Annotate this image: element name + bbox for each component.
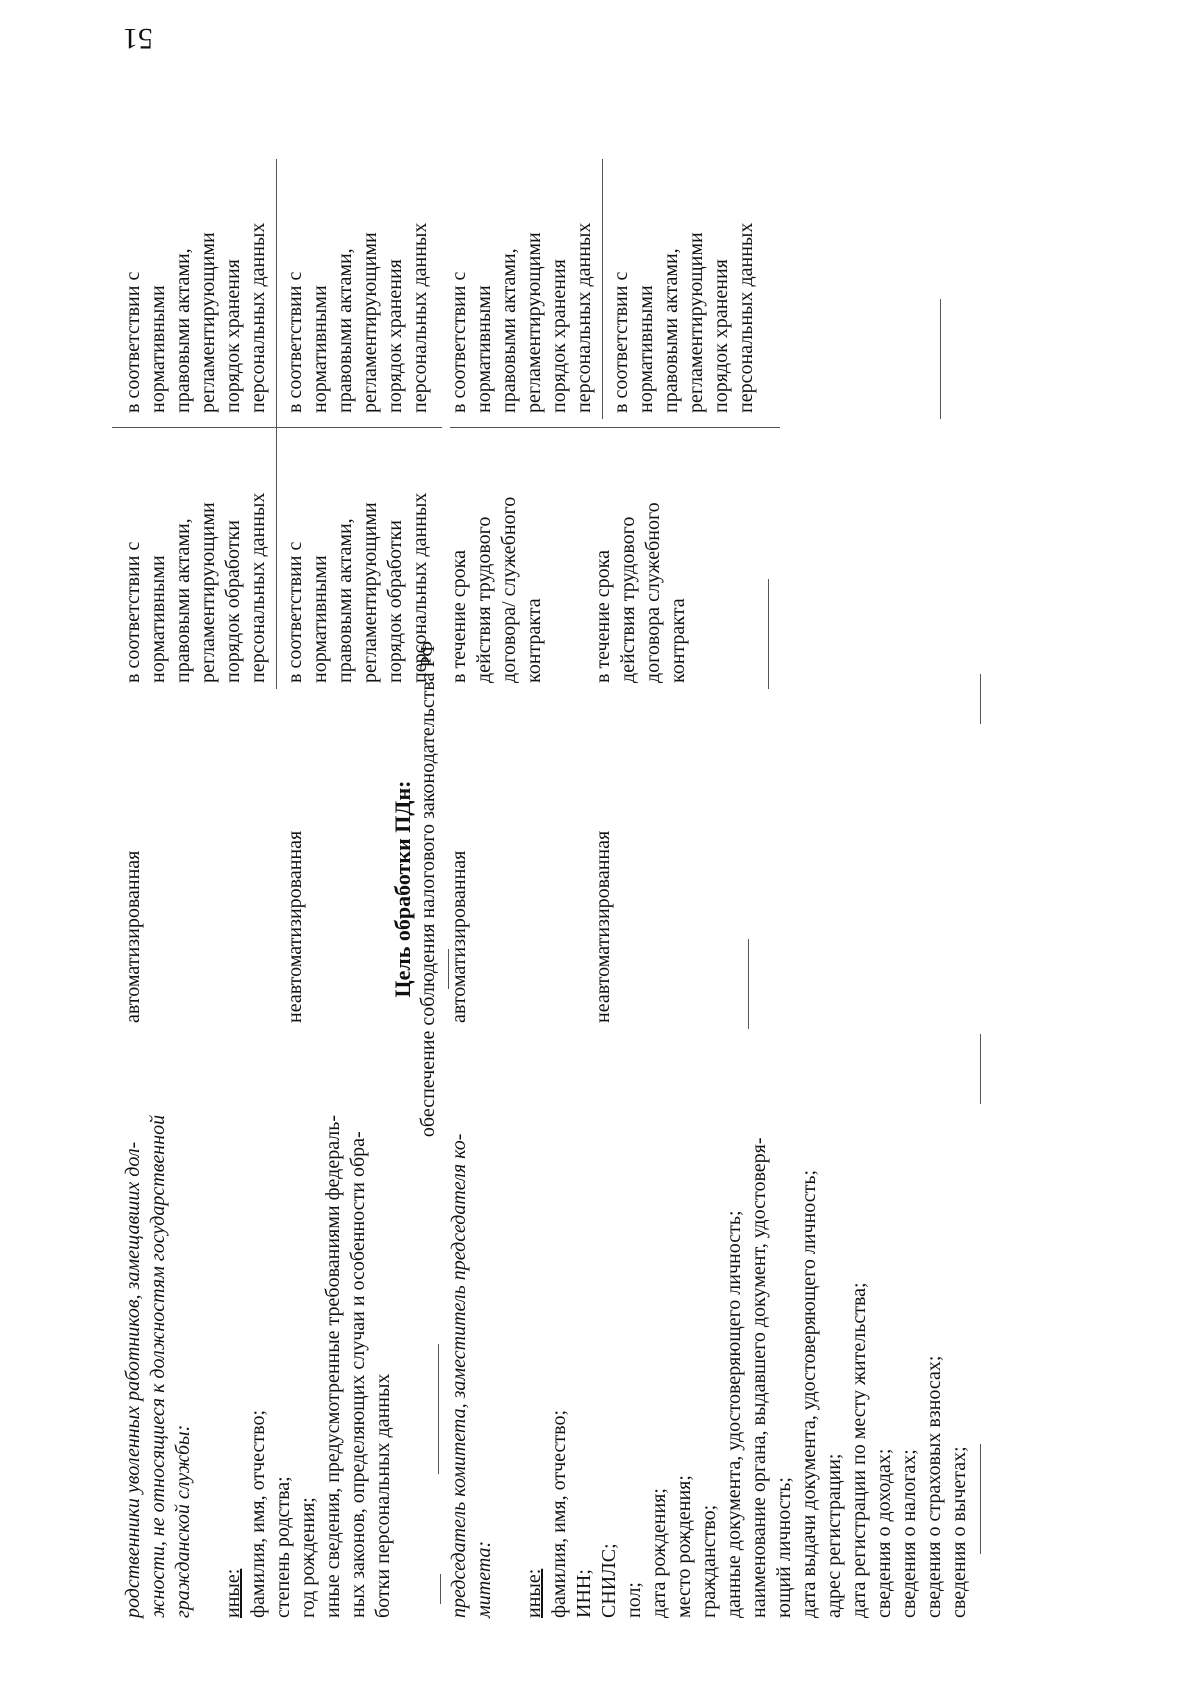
s1-others-label: иные: [222, 1568, 244, 1618]
s2-category-line: председатель комитета, заместитель председателя ко- [448, 1133, 470, 1618]
period-line: правовыми актами, [172, 518, 194, 683]
s2-row2-processing-period [588, 434, 728, 689]
s1-item: ных законов, определяющих случаи и особенности обра- [347, 1131, 369, 1618]
period-line: нормативными [473, 285, 495, 413]
table-rule [448, 949, 449, 989]
table-rule [980, 1034, 981, 1104]
period-line: персональных данных [409, 492, 431, 683]
table-rule [768, 579, 769, 689]
s1-item: степень родства; [272, 1476, 294, 1618]
table-rule [940, 299, 941, 419]
period-line: нормативными [147, 285, 169, 413]
period-line: действия трудового [473, 516, 495, 683]
s1-item: год рождения; [297, 1497, 319, 1618]
s1-item: иные сведения, предусмотренные требованиями федераль- [322, 1114, 344, 1618]
rotated-document-page [118, 22, 1018, 1624]
table-rule [980, 674, 981, 724]
table-rule [450, 427, 780, 428]
period-line: нормативными [635, 285, 657, 413]
period-line: регламентирующими [359, 502, 381, 683]
period-line: нормативными [147, 555, 169, 683]
s2-row1-method: автоматизированная [448, 850, 470, 1023]
period-line: правовыми актами, [334, 248, 356, 413]
period-line: персональных данных [735, 222, 757, 413]
s2-item: ИНН; [573, 1569, 595, 1618]
period-line: правовыми актами, [660, 248, 682, 413]
s1-row1-processing-period [118, 434, 278, 689]
s2-item: СНИЛС; [598, 1543, 620, 1618]
s1-row1-method: автоматизированная [122, 850, 144, 1023]
period-line: регламентирующими [523, 232, 545, 413]
s2-subjects-cell [444, 1034, 984, 1624]
period-line: персональных данных [247, 222, 269, 413]
s1-row2-method: неавтоматизированная [284, 830, 306, 1023]
period-line: регламентирующими [685, 232, 707, 413]
period-line: порядок обработки [384, 520, 406, 683]
s2-item: фамилия, имя, отчество; [548, 1409, 570, 1618]
s2-item: ющий личность; [773, 1477, 795, 1618]
period-line: в течение срока [448, 550, 470, 683]
period-line: правовыми актами, [498, 248, 520, 413]
period-line: правовыми актами, [172, 248, 194, 413]
s2-item: наименование органа, выдавшего документ, удостоверя- [748, 1137, 770, 1618]
period-line: в соответствии с [610, 271, 632, 413]
table-rule [980, 1444, 981, 1554]
period-line: в течение срока [592, 550, 614, 683]
s2-item: сведения о вычетах; [948, 1446, 970, 1618]
table-rule [440, 1574, 441, 1604]
period-line: регламентирующими [197, 502, 219, 683]
page-number: 51 [123, 22, 153, 55]
s2-row2-storage-period [606, 154, 766, 419]
table-rule [276, 159, 277, 689]
s2-item: пол; [623, 1582, 645, 1618]
s2-item: сведения о доходах; [873, 1448, 895, 1618]
period-line: регламентирующими [359, 232, 381, 413]
table-rule [602, 159, 603, 419]
purpose-heading-title: Цель обработки ПДн: [390, 780, 415, 998]
period-line: контракта [523, 598, 545, 683]
period-line: порядок обработки [222, 520, 244, 683]
purpose-heading [390, 154, 441, 1624]
s1-item: ботки персональных данных [372, 1373, 394, 1618]
period-line: регламентирующими [197, 232, 219, 413]
s2-item: дата выдачи документа, удостоверяющего личность; [798, 1169, 820, 1618]
period-line: персональных данных [409, 222, 431, 413]
period-line: договора служебного [642, 502, 664, 683]
period-line: персональных данных [573, 222, 595, 413]
period-line: порядок хранения [384, 259, 406, 413]
s1-category-line: жности, не относящиеся к должностям государственной [147, 1114, 169, 1618]
s1-item: фамилия, имя, отчество; [247, 1409, 269, 1618]
period-line: нормативными [309, 555, 331, 683]
s2-item: дата регистрации по месту жительства; [848, 1282, 870, 1618]
period-line: в соответствии с [448, 271, 470, 413]
table-rule [112, 427, 442, 428]
s1-category-line: родственники уволенных работников, замещавших дол- [122, 1141, 144, 1618]
s2-item: сведения о налогах; [898, 1449, 920, 1618]
s2-item: дата рождения; [648, 1488, 670, 1618]
period-line: порядок хранения [548, 259, 570, 413]
s2-row1-processing-period [444, 434, 584, 689]
s2-item: сведения о страховых взносах; [923, 1355, 945, 1618]
s2-item: гражданство; [698, 1504, 720, 1618]
s1-category-line: гражданской службы: [172, 1424, 194, 1618]
period-line: правовыми актами, [334, 518, 356, 683]
s2-item: данные документа, удостоверяющего личность; [723, 1210, 745, 1618]
s2-row1-storage-period [444, 154, 604, 419]
s1-spacer [196, 1040, 221, 1618]
period-line: в соответствии с [284, 541, 306, 683]
period-line: в соответствии с [122, 271, 144, 413]
period-line: в соответствии с [284, 271, 306, 413]
s2-others-label: иные: [523, 1568, 545, 1618]
period-line: персональных данных [247, 492, 269, 683]
period-line: в соответствии с [122, 541, 144, 683]
purpose-heading-subtitle: обеспечение соблюдения налогового законодательства РФ [417, 640, 439, 1138]
s2-spacer [497, 1040, 522, 1618]
table-rule [438, 1344, 439, 1474]
period-line: порядок хранения [222, 259, 244, 413]
s1-row1-storage-period [118, 154, 278, 419]
period-line: контракта [667, 598, 689, 683]
period-line: договора/ служебного [498, 496, 520, 683]
period-line: нормативными [309, 285, 331, 413]
s2-item: место рождения; [673, 1475, 695, 1618]
table-rule [748, 939, 749, 1029]
period-line: действия трудового [617, 516, 639, 683]
s2-row2-method: неавтоматизированная [592, 830, 614, 1023]
s2-item: адрес регистрации; [823, 1453, 845, 1618]
period-line: порядок хранения [710, 259, 732, 413]
s2-category-line: митета: [473, 1540, 495, 1618]
